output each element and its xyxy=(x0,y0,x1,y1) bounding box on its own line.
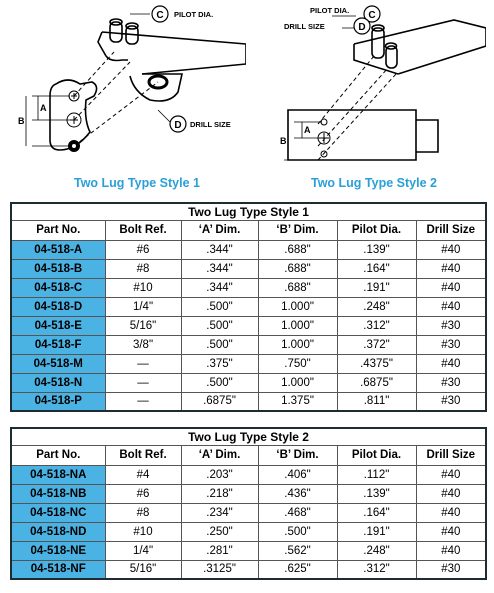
bolt-ref-cell: #6 xyxy=(105,484,181,503)
b-dim-cell: .688" xyxy=(258,259,337,278)
a-dim-cell: .218" xyxy=(181,484,258,503)
pilot-dia-cell: .248" xyxy=(337,541,416,560)
pilot-dia-cell: .6875" xyxy=(337,373,416,392)
a-dim-cell: .281" xyxy=(181,541,258,560)
table-row xyxy=(11,240,486,259)
dim-b-label: B xyxy=(18,116,25,126)
drill-size-cell: #40 xyxy=(416,522,486,541)
part-no-cell: 04-518-P xyxy=(11,392,105,411)
a-dim-cell: .344" xyxy=(181,278,258,297)
drill-size-label: DRILL SIZE xyxy=(190,120,231,129)
part-no-cell: 04-518-D xyxy=(11,297,105,316)
a-dim-cell: .6875" xyxy=(181,392,258,411)
table-row xyxy=(11,335,486,354)
bolt-ref-cell: — xyxy=(105,392,181,411)
bolt-ref-cell: 5/16" xyxy=(105,316,181,335)
table-title: Two Lug Type Style 1 xyxy=(11,203,486,220)
table-row xyxy=(11,503,486,522)
table-row xyxy=(11,259,486,278)
drill-size-cell: #30 xyxy=(416,373,486,392)
bolt-ref-cell: #4 xyxy=(105,465,181,484)
drill-size-cell: #40 xyxy=(416,259,486,278)
b-dim-cell: .750" xyxy=(258,354,337,373)
part-no-cell: 04-518-C xyxy=(11,278,105,297)
pilot-dia-cell: .191" xyxy=(337,278,416,297)
a-dim-cell: .344" xyxy=(181,259,258,278)
part-no-cell: 04-518-NF xyxy=(11,560,105,579)
bolt-ref-cell: #10 xyxy=(105,278,181,297)
pilot-dia-cell: .112" xyxy=(337,465,416,484)
table-row xyxy=(11,316,486,335)
pilot-dia-label: PILOT DIA. xyxy=(174,10,214,19)
col-drill-size: Drill Size xyxy=(416,445,486,465)
col-part-no: Part No. xyxy=(11,445,105,465)
style-1-table xyxy=(10,202,487,412)
bolt-ref-cell: #8 xyxy=(105,503,181,522)
part-no-cell: 04-518-NC xyxy=(11,503,105,522)
figure-style-1 xyxy=(10,0,246,172)
table-row xyxy=(11,278,486,297)
part-no-cell: 04-518-E xyxy=(11,316,105,335)
pilot-dia-cell: .164" xyxy=(337,259,416,278)
b-dim-cell: .436" xyxy=(258,484,337,503)
col-b-dim: ‘B’ Dim. xyxy=(258,445,337,465)
pilot-dia-cell: .139" xyxy=(337,484,416,503)
b-dim-cell: .562" xyxy=(258,541,337,560)
dim-a-label: A xyxy=(304,125,311,135)
table-body xyxy=(11,465,486,579)
table-row xyxy=(11,541,486,560)
table-row xyxy=(11,354,486,373)
figure-style-2 xyxy=(258,0,486,172)
bolt-ref-cell: #10 xyxy=(105,522,181,541)
part-no-cell: 04-518-B xyxy=(11,259,105,278)
a-dim-cell: .500" xyxy=(181,335,258,354)
a-dim-cell: .500" xyxy=(181,297,258,316)
pilot-dia-cell: .164" xyxy=(337,503,416,522)
drill-size-cell: #30 xyxy=(416,392,486,411)
bolt-ref-cell: 5/16" xyxy=(105,560,181,579)
figure-2-caption: Two Lug Type Style 2 xyxy=(311,176,437,190)
b-dim-cell: .625" xyxy=(258,560,337,579)
drill-size-cell: #40 xyxy=(416,297,486,316)
bolt-ref-cell: #6 xyxy=(105,240,181,259)
part-no-cell: 04-518-NA xyxy=(11,465,105,484)
drill-size-cell: #40 xyxy=(416,354,486,373)
pilot-dia-cell: .4375" xyxy=(337,354,416,373)
table-title: Two Lug Type Style 2 xyxy=(11,428,486,445)
dim-b-label: B xyxy=(280,136,287,146)
drill-size-cell: #30 xyxy=(416,335,486,354)
drill-size-cell: #40 xyxy=(416,240,486,259)
callout-d: D xyxy=(358,22,366,33)
bolt-ref-cell: 1/4" xyxy=(105,541,181,560)
part-no-cell: 04-518-NB xyxy=(11,484,105,503)
col-bolt-ref: Bolt Ref. xyxy=(105,220,181,240)
callout-c: C xyxy=(368,10,376,21)
b-dim-cell: 1.000" xyxy=(258,297,337,316)
pilot-dia-cell: .248" xyxy=(337,297,416,316)
bolt-ref-cell: 1/4" xyxy=(105,297,181,316)
part-no-cell: 04-518-F xyxy=(11,335,105,354)
style-2-drawing xyxy=(258,0,486,172)
bolt-ref-cell: — xyxy=(105,373,181,392)
col-a-dim: ‘A’ Dim. xyxy=(181,445,258,465)
b-dim-cell: .688" xyxy=(258,278,337,297)
b-dim-cell: .688" xyxy=(258,240,337,259)
b-dim-cell: 1.000" xyxy=(258,373,337,392)
pilot-dia-cell: .139" xyxy=(337,240,416,259)
table-row xyxy=(11,392,486,411)
drill-size-cell: #30 xyxy=(416,316,486,335)
a-dim-cell: .500" xyxy=(181,316,258,335)
table-row xyxy=(11,373,486,392)
part-no-cell: 04-518-A xyxy=(11,240,105,259)
b-dim-cell: 1.000" xyxy=(258,335,337,354)
part-no-cell: 04-518-M xyxy=(11,354,105,373)
table-row xyxy=(11,465,486,484)
table-row xyxy=(11,484,486,503)
bolt-ref-cell: #8 xyxy=(105,259,181,278)
a-dim-cell: .344" xyxy=(181,240,258,259)
a-dim-cell: .234" xyxy=(181,503,258,522)
part-no-cell: 04-518-NE xyxy=(11,541,105,560)
figure-1-caption: Two Lug Type Style 1 xyxy=(74,176,200,190)
style-2-table xyxy=(10,427,487,580)
callout-d: D xyxy=(174,120,182,131)
col-part-no: Part No. xyxy=(11,220,105,240)
col-pilot-dia: Pilot Dia. xyxy=(337,220,416,240)
pilot-dia-cell: .191" xyxy=(337,522,416,541)
drill-size-cell: #40 xyxy=(416,484,486,503)
table-row xyxy=(11,297,486,316)
table-row xyxy=(11,522,486,541)
part-no-cell: 04-518-ND xyxy=(11,522,105,541)
col-bolt-ref: Bolt Ref. xyxy=(105,445,181,465)
pilot-dia-cell: .811" xyxy=(337,392,416,411)
a-dim-cell: .500" xyxy=(181,373,258,392)
a-dim-cell: .250" xyxy=(181,522,258,541)
drill-size-label: DRILL SIZE xyxy=(284,22,325,31)
col-drill-size: Drill Size xyxy=(416,220,486,240)
bolt-ref-cell: — xyxy=(105,354,181,373)
drill-size-cell: #40 xyxy=(416,278,486,297)
table-body xyxy=(11,240,486,411)
b-dim-cell: .468" xyxy=(258,503,337,522)
col-b-dim: ‘B’ Dim. xyxy=(258,220,337,240)
dim-a-label: A xyxy=(40,103,47,113)
col-a-dim: ‘A’ Dim. xyxy=(181,220,258,240)
pilot-dia-label: PILOT DIA. xyxy=(310,6,350,15)
a-dim-cell: .3125" xyxy=(181,560,258,579)
b-dim-cell: 1.375" xyxy=(258,392,337,411)
col-pilot-dia: Pilot Dia. xyxy=(337,445,416,465)
drill-size-cell: #30 xyxy=(416,560,486,579)
a-dim-cell: .203" xyxy=(181,465,258,484)
b-dim-cell: 1.000" xyxy=(258,316,337,335)
drill-size-cell: #40 xyxy=(416,541,486,560)
style-1-drawing xyxy=(10,0,246,172)
table-row xyxy=(11,560,486,579)
a-dim-cell: .375" xyxy=(181,354,258,373)
b-dim-cell: .406" xyxy=(258,465,337,484)
pilot-dia-cell: .312" xyxy=(337,316,416,335)
b-dim-cell: .500" xyxy=(258,522,337,541)
callout-c: C xyxy=(156,10,164,21)
drill-size-cell: #40 xyxy=(416,465,486,484)
pilot-dia-cell: .312" xyxy=(337,560,416,579)
bolt-ref-cell: 3/8" xyxy=(105,335,181,354)
drill-size-cell: #40 xyxy=(416,503,486,522)
part-no-cell: 04-518-N xyxy=(11,373,105,392)
pilot-dia-cell: .372" xyxy=(337,335,416,354)
